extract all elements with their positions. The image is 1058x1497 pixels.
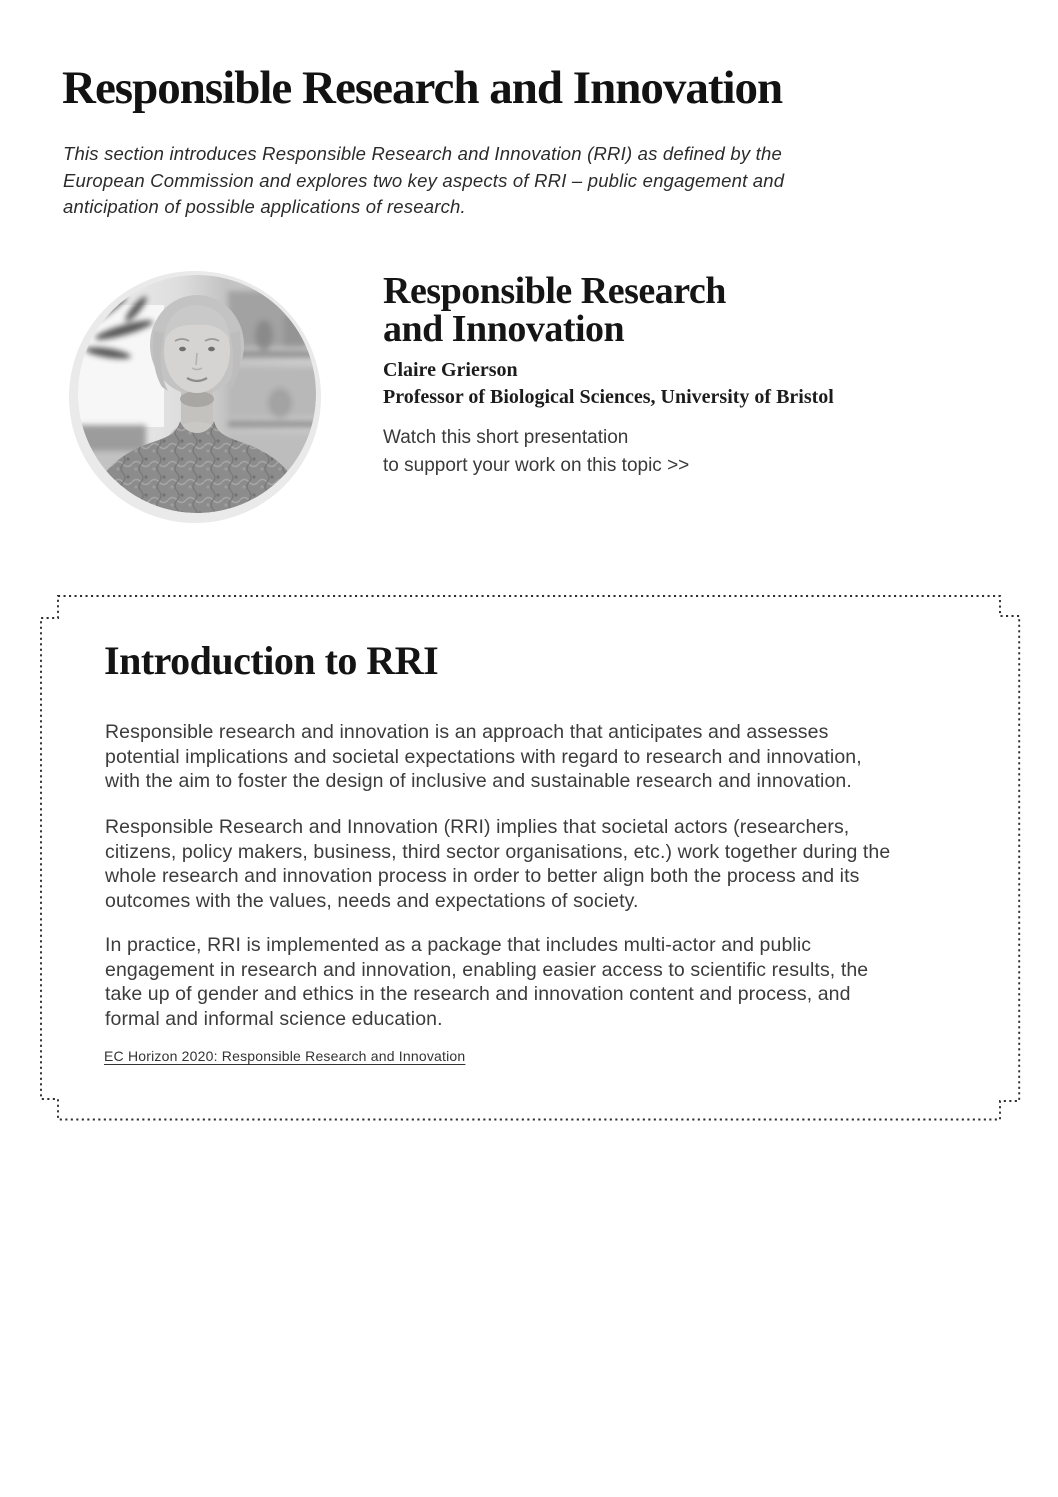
intro-line: European Commission and explores two key aspects of RRI – public engagement and [63,169,785,191]
presenter-heading [383,272,943,348]
presenter-name: Claire Grierson [383,359,518,381]
paragraph-line: potential implications and societal expectations with regard to research and innovation, [105,745,862,768]
presenter-heading-line: Responsible Research [383,270,726,312]
box-paragraph [105,815,975,913]
watch-presentation-link[interactable] [383,424,863,479]
presenter-role: Professor of Biological Sciences, University of Bristol [383,386,834,408]
intro-line: This section introduces Responsible Research and Innovation (RRI) as defined by the [63,143,782,164]
ec-horizon-reference-link[interactable]: EC Horizon 2020: Responsible Research and Innovation [104,1048,466,1064]
paragraph-line: take up of gender and ethics in the research and innovation content and process, and [105,983,851,1005]
presenter-credentials [383,357,983,411]
box-paragraph [105,933,975,1031]
paragraph-line: Responsible Research and Innovation (RRI) implies that societal actors (researchers, [105,816,850,838]
paragraph-line: In practice, RRI is implemented as a package that includes multi-actor and public [105,934,812,956]
paragraph-line: formal and informal science education. [105,1007,443,1030]
paragraph-line: with the aim to foster the design of inclusive and sustainable research and innovation. [105,770,852,792]
box-heading: Introduction to RRI [104,638,439,683]
intro-line: anticipation of possible applications of research. [63,196,466,217]
presenter-photo-ring [69,271,321,523]
paragraph-line: engagement in research and innovation, enabling easier access to scientific results, the [105,958,869,981]
watch-line[interactable]: to support your work on this topic >> [383,454,690,476]
box-paragraph [105,720,975,794]
watch-line[interactable]: Watch this short presentation [383,427,629,448]
paragraph-line: whole research and innovation process in order to better align both the process and its [105,865,860,887]
page-title: Responsible Research and Innovation [62,62,783,114]
intro-paragraph [63,141,963,221]
paragraph-line: Responsible research and innovation is an approach that anticipates and assesses [105,721,829,743]
portrait-illustration [78,275,316,513]
paragraph-line: outcomes with the values, needs and expectations of society. [105,889,639,912]
presenter-heading-line: and Innovation [383,308,625,350]
paragraph-line: citizens, policy makers, business, third sector organisations, etc.) work together during the [105,840,891,863]
presenter-photo [78,275,316,513]
